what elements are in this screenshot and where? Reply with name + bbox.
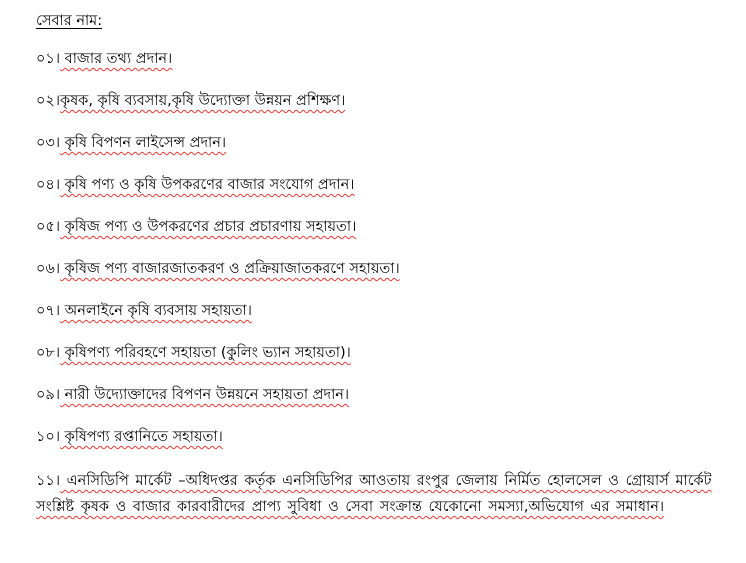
item-text: কৃষি পণ্য ও কৃষি উপকরণের বাজার সংযোগ প্রদান।	[60, 177, 355, 193]
item-text: অনলাইনে কৃষি ব্যবসায় সহায়তা।	[60, 303, 252, 319]
service-item-06	[36, 258, 726, 280]
service-item-08	[36, 342, 726, 364]
service-item-05	[36, 216, 726, 238]
item-text: কৃষিপণ্য পরিবহণে সহায়তা (কুলিং ভ্যান সহায়তা)।	[60, 345, 351, 361]
item-text: কৃষিজ পণ্য ও উপকরণের প্রচার প্রচারণায় সহায়তা।	[60, 219, 357, 235]
service-item-04	[36, 174, 726, 196]
item-number: ০৮।	[36, 345, 61, 361]
item-number: ০৩।	[36, 135, 61, 151]
item-number: ০৯।	[36, 387, 61, 403]
service-item-02	[36, 90, 726, 112]
item-number: ০৪।	[36, 177, 61, 193]
item-text: কৃষি বিপণন লাইসেন্স প্রদান।	[60, 135, 227, 151]
item-text: কৃষিপণ্য রপ্তানিতে সহায়তা।	[60, 429, 223, 445]
services-heading: সেবার নাম:	[36, 13, 103, 29]
item-number: ০২।	[36, 93, 61, 109]
service-item-11	[36, 468, 726, 520]
service-item-01	[36, 48, 726, 70]
item-text: নারী উদ্যোক্তাদের বিপণন উন্নয়নে সহায়তা প্রদান।	[60, 387, 350, 403]
service-item-10	[36, 426, 726, 448]
item-number: ০৫।	[36, 219, 61, 235]
item-text: কৃষক, কৃষি ব্যবসায়,কৃষি উদ্যোক্তা উন্নয়ন প্রশিক্ষণ।	[60, 93, 346, 109]
item-number: ০৭।	[36, 303, 61, 319]
item-text: এনসিডিপি মার্কেট –অধিদপ্তর কর্তৃক এনসিডিপির আওতায় রংপুর জেলায় নির্মিত হোলসেল ও গ্রোয়ার্স মার্কেট সংশ্লিষ্ট কৃষক ও বাজার কারবারীদের প্রাপ্য সুবিধা ও সেবা সংক্রান্ত যেকোনো সমস্যা,অভিযোগ এর সমাধান।	[36, 473, 712, 515]
item-number: ০৬।	[36, 261, 61, 277]
item-number: ০১।	[36, 51, 61, 67]
service-item-07	[36, 300, 726, 322]
service-item-03	[36, 132, 726, 154]
item-number: ১১।	[36, 473, 61, 489]
item-text: কৃষিজ পণ্য বাজারজাতকরণ ও প্রক্রিয়াজাতকরণে সহায়তা।	[60, 261, 400, 277]
item-number: ১০।	[36, 429, 61, 445]
document-body	[36, 10, 726, 540]
item-text: বাজার তথ্য প্রদান।	[60, 51, 173, 67]
service-item-09	[36, 384, 726, 406]
